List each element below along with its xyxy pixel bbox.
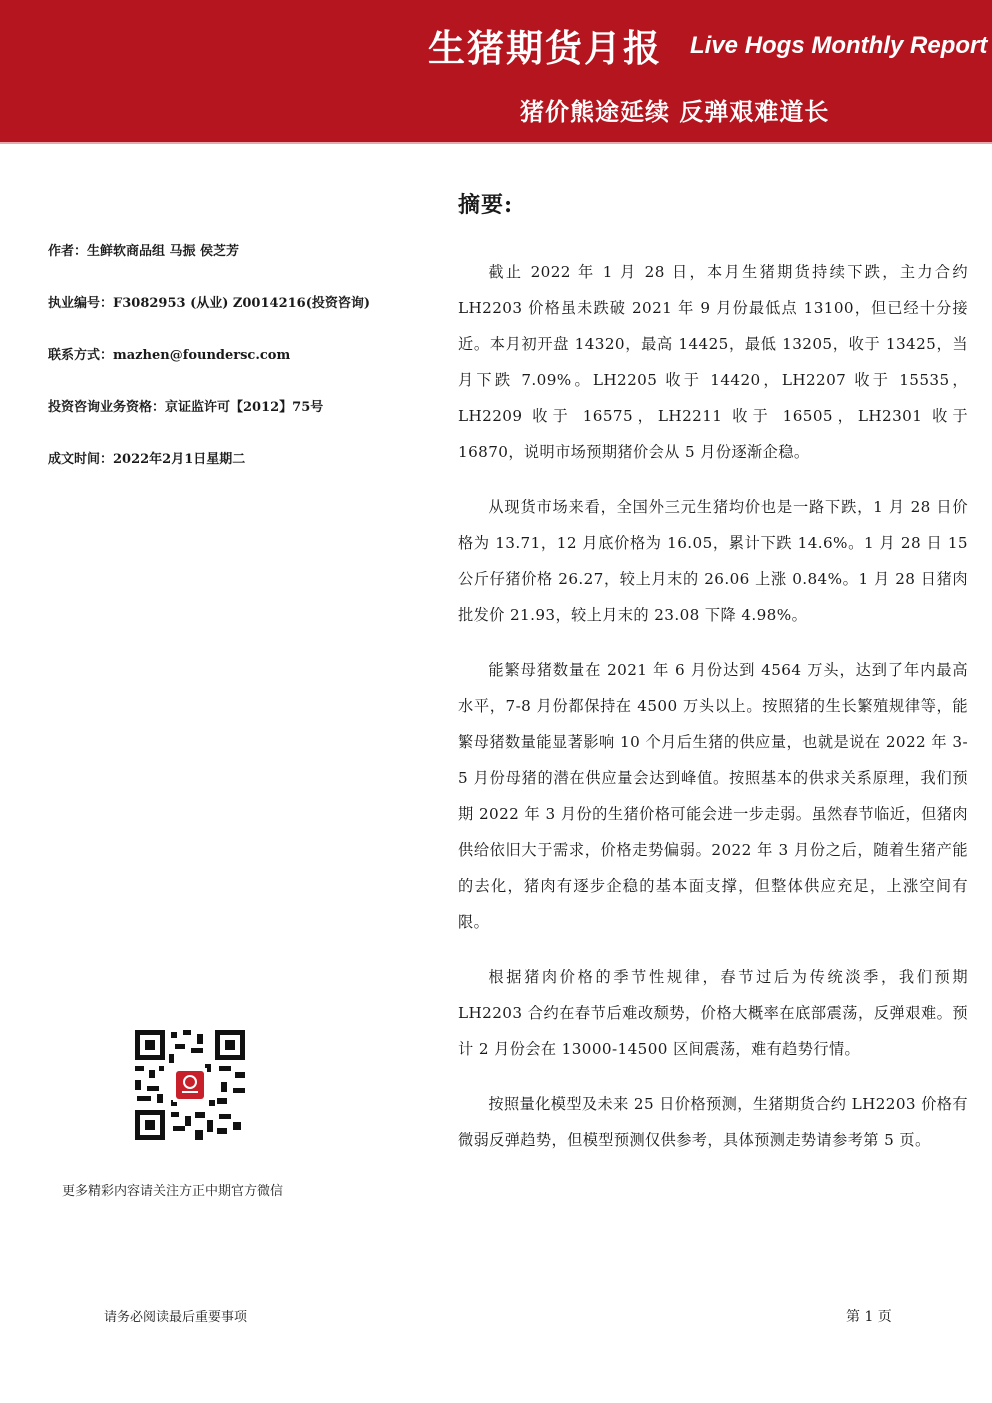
license-line: 执业编号：F3082953 (从业) Z0014216(投资咨询) (48, 296, 371, 311)
summary-paragraph: 从现货市场来看，全国外三元生猪均价也是一路下跌，1 月 28 日价格为 13.71，12 月底价格为 16.05，累计下跌 14.6%。1 月 28 日 15 公斤仔猪价格 26.27，较上月末的 26.06 上涨 0.84%。1 月 28 日猪肉批发价 21.93，较上月末的 23.08 下降 4.98%。 (458, 498, 968, 624)
summary-paragraph: 能繁母猪数量在 2021 年 6 月份达到 4564 万头，达到了年内最高水平，7-8 月份都保持在 4500 万头以上。按照猪的生长繁殖规律等，能繁母猪数量能显著影响 10 个月后生猪的供应量，也就是说在 2022 年 3-5 月份母猪的潜在供应量会达到峰值。按照基本的供求关系原理，我们预期 2022 年 3 月份的生猪价格可能会进一步走弱。虽然春节临近，但猪肉供给依旧大于需求，价格走势偏弱。2022 年 3 月份之后，随着生猪产能的去化，猪肉有逐步企稳的基本面支撑，但整体供应充足，上涨空间有限。 (458, 661, 968, 931)
contact-line[interactable]: 联系方式：mazhen@foundersc.com (48, 348, 291, 363)
report-subtitle: 猪价熊途延续 反弹艰难道长 (520, 98, 830, 126)
summary-paragraph: 按照量化模型及未来 25 日价格预测，生猪期货合约 LH2203 价格有微弱反弹趋势，但模型预测仅供参考，具体预测走势请参考第 5 页。 (458, 1095, 968, 1149)
report-banner (0, 0, 992, 142)
qualification-line: 投资咨询业务资格：京证监许可【2012】75号 (48, 400, 324, 415)
date-line: 成文时间：2022年2月1日星期二 (48, 452, 246, 467)
author-info (48, 243, 428, 503)
report-title-cn: 生猪期货月报 (428, 27, 662, 70)
author-line: 作者：生鲜软商品组 马振 侯芝芳 (48, 244, 240, 259)
page-number: 第 1 页 (846, 1309, 892, 1325)
summary-body (458, 254, 968, 1177)
summary-paragraph: 根据猪肉价格的季节性规律，春节过后为传统淡季，我们预期 LH2203 合约在春节后难改颓势，价格大概率在底部震荡，反弹艰难。预计 2 月份会在 13000-14500 区间震荡，难有趋势行情。 (458, 968, 968, 1058)
summary-paragraph: 截止 2022 年 1 月 28 日，本月生猪期货持续下跌，主力合约 LH2203 价格虽未跌破 2021 年 9 月份最低点 13100，但已经十分接近。本月初开盘 14320，最高 14425，最低 13205，收于 13425，当月下跌 7.09%。LH2205 收于 14420，LH2207 收于 15535，LH2209 收于 16575，LH2211 收于 16505，LH2301 收于 16870，说明市场预期猪价会从 5 月份逐渐企稳。 (458, 263, 968, 461)
footer-notice: 请务必阅读最后重要事项 (104, 1310, 248, 1325)
wechat-qr-code-icon[interactable] (135, 1030, 245, 1140)
summary-heading: 摘要: (458, 192, 514, 218)
qr-caption: 更多精彩内容请关注方正中期官方微信 (62, 1184, 284, 1199)
report-title-en: Live Hogs Monthly Report (690, 32, 988, 59)
